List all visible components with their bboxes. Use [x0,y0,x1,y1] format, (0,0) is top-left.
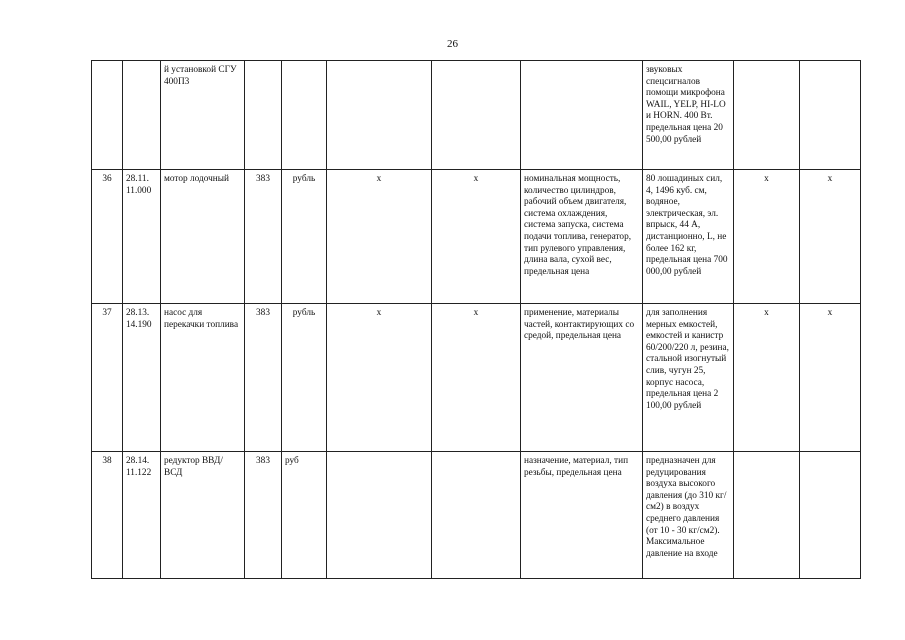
col10-cell [734,452,800,579]
col11-cell: х [800,304,861,452]
okei-code-cell: 383 [245,304,282,452]
okpd-code-cell: 28.11. 11.000 [123,170,161,304]
okpd-code-cell: 28.13. 14.190 [123,304,161,452]
table-row [92,304,861,452]
okei-code-cell [245,61,282,170]
values-cell: звуковых спецсигналов помощи микрофона WAIL, YELP, HI-LO и HORN. 400 Вт. предельная цена 20 500,00 рублей [643,61,734,170]
col6-cell: х [327,304,432,452]
col11-cell [800,61,861,170]
page-number: 26 [447,38,458,50]
row-number-cell: 37 [92,304,123,452]
row-number-cell: 38 [92,452,123,579]
table-row [92,170,861,304]
col10-cell: х [734,304,800,452]
values-cell: 80 лошадиных сил, 4, 1496 куб. см, водяное, электрическая, эл. впрыск, 44 А, дистанционно, L, не более 162 кг, предельная цена 700 000,00 рублей [643,170,734,304]
item-name-cell: й установкой СГУ 400П3 [161,61,245,170]
col11-cell [800,452,861,579]
col11-cell: х [800,170,861,304]
col7-cell: х [432,170,521,304]
item-name-cell: редуктор ВВД/ВСД [161,452,245,579]
values-cell: предназначен для редуцирования воздуха высокого давления (до 310 кг/см2) в воздух среднего давления (от 10 - 30 кг/см2). Максимальное давление на входе [643,452,734,579]
col10-cell: х [734,170,800,304]
item-name-cell: насос для перекачки топлива [161,304,245,452]
okei-code-cell: 383 [245,170,282,304]
item-name-cell: мотор лодочный [161,170,245,304]
col7-cell: х [432,304,521,452]
col6-cell [327,452,432,579]
table-row [92,452,861,579]
col10-cell [734,61,800,170]
col7-cell [432,452,521,579]
okpd-code-cell: 28.14. 11.122 [123,452,161,579]
table-row [92,61,861,170]
characteristics-cell: применение, материалы частей, контактирующих со средой, предельная цена [521,304,643,452]
characteristics-cell [521,61,643,170]
unit-cell: рубль [282,170,327,304]
unit-cell [282,61,327,170]
unit-cell: руб [282,452,327,579]
okpd-code-cell [123,61,161,170]
col6-cell [327,61,432,170]
values-cell: для заполнения мерных емкостей, емкостей и канистр 60/200/220 л, резина, стальной изогнутый слив, чугун 25, корпус насоса, предельная цена 2 100,00 рублей [643,304,734,452]
characteristics-cell: номинальная мощность, количество цилиндров, рабочий объем двигателя, система охлаждения, система запуска, система подачи топлива, генератор, тип рулевого управления, длина вала, сухой вес, предельная цена [521,170,643,304]
okei-code-cell: 383 [245,452,282,579]
col7-cell [432,61,521,170]
unit-cell: рубль [282,304,327,452]
col6-cell: х [327,170,432,304]
characteristics-cell: назначение, материал, тип резьбы, предельная цена [521,452,643,579]
document-table [91,60,861,579]
row-number-cell [92,61,123,170]
row-number-cell: 36 [92,170,123,304]
